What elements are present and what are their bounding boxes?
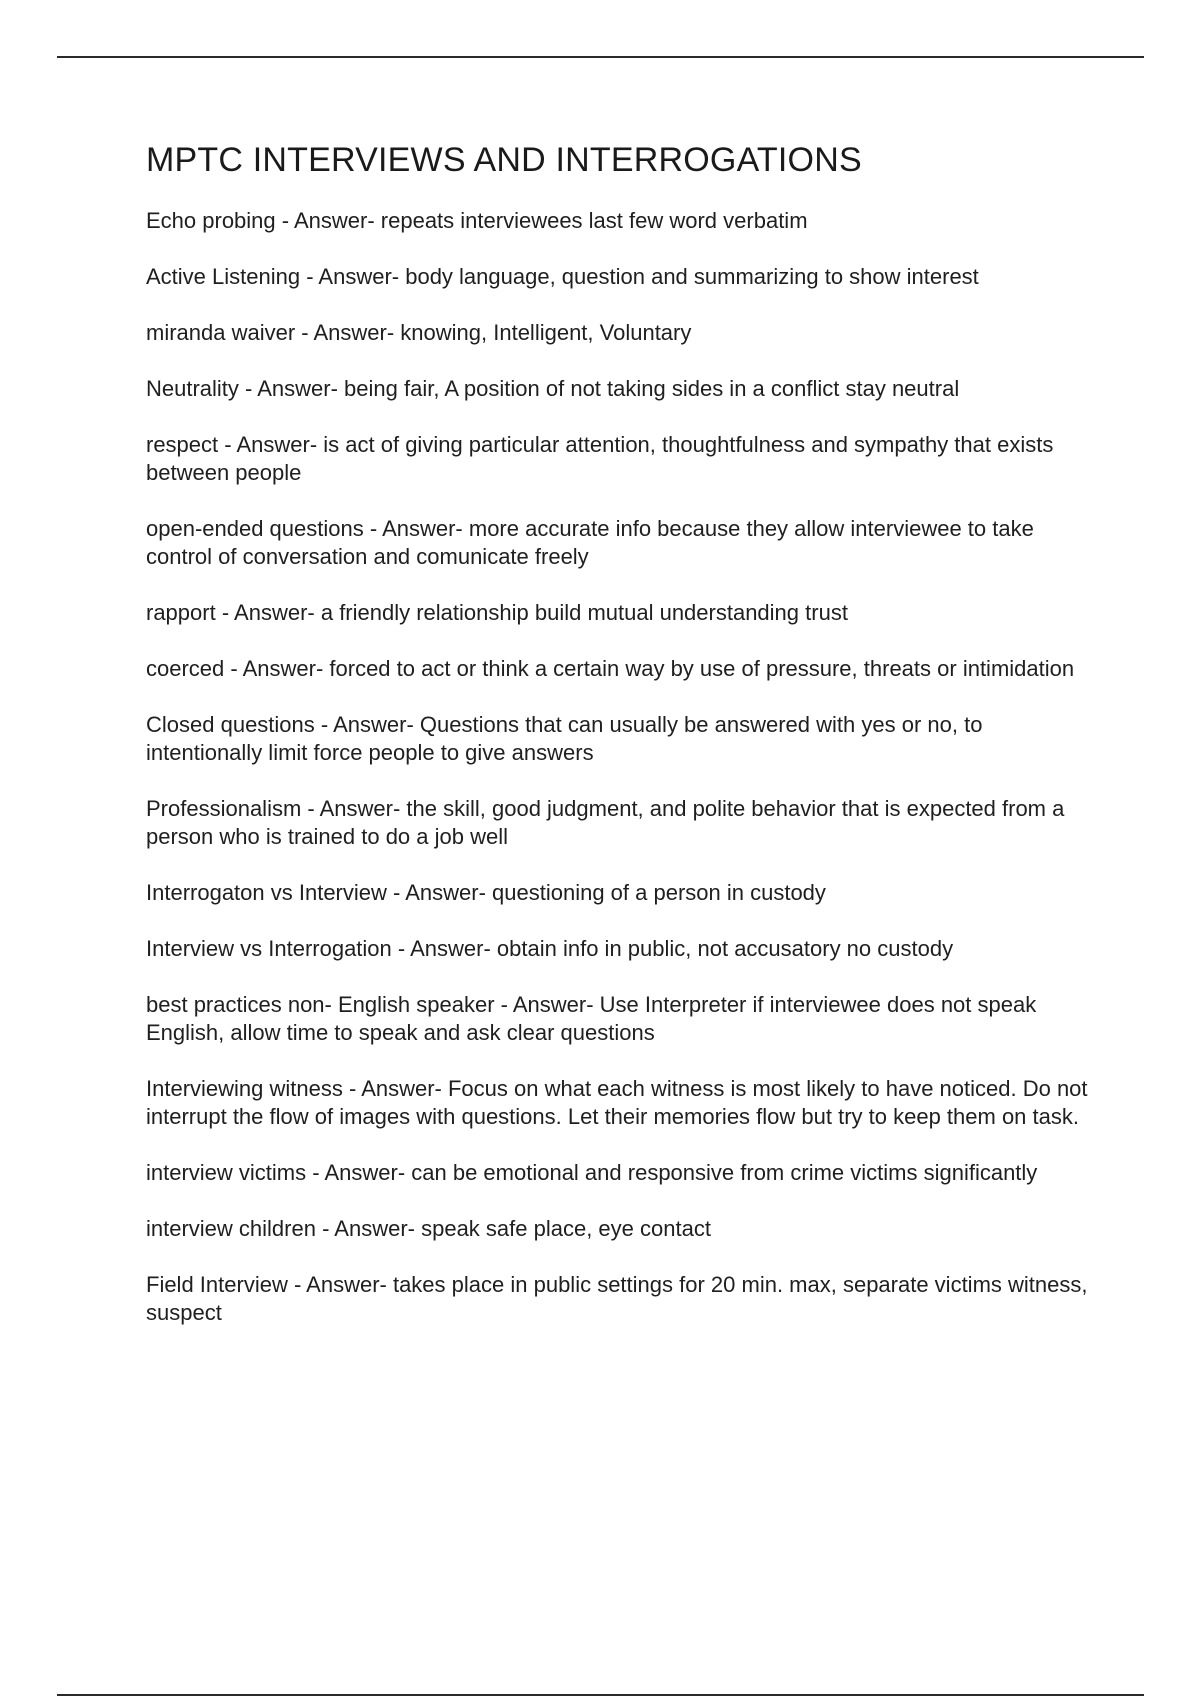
bottom-divider [57, 1694, 1144, 1696]
qa-item-professionalism: Professionalism - Answer- the skill, good judgment, and polite behavior that is expected from a person who is trained to do a job well [146, 795, 1065, 849]
page-title: MPTC INTERVIEWS AND INTERROGATIONS [146, 141, 862, 179]
qa-item-miranda-waiver: miranda waiver - Answer- knowing, Intelligent, Voluntary [146, 319, 692, 345]
top-divider [57, 56, 1144, 58]
qa-item-echo-probing: Echo probing - Answer- repeats interviewees last few word verbatim [146, 207, 808, 233]
qa-item-closed-questions: Closed questions - Answer- Questions that can usually be answered with yes or no, to intentionally limit force people to give answers [146, 711, 983, 765]
qa-list [146, 207, 1096, 1327]
qa-item-interviewing-witness: Interviewing witness - Answer- Focus on what each witness is most likely to have noticed. Do not interrupt the flow of images with questions. Let their memories flow but try to keep them on task. [146, 1075, 1088, 1129]
qa-item-interrogation-vs-interview: Interrogaton vs Interview - Answer- questioning of a person in custody [146, 879, 826, 905]
qa-item-coerced: coerced - Answer- forced to act or think a certain way by use of pressure, threats or intimidation [146, 655, 1075, 681]
qa-item-active-listening: Active Listening - Answer- body language, question and summarizing to show interest [146, 263, 979, 289]
qa-item-respect: respect - Answer- is act of giving particular attention, thoughtfulness and sympathy that exists between people [146, 431, 1054, 485]
qa-item-field-interview: Field Interview - Answer- takes place in public settings for 20 min. max, separate victims witness, suspect [146, 1271, 1088, 1325]
qa-item-neutrality: Neutrality - Answer- being fair, A position of not taking sides in a conflict stay neutral [146, 375, 960, 401]
qa-item-open-ended-questions: open-ended questions - Answer- more accurate info because they allow interviewee to take control of conversation and comunicate freely [146, 515, 1034, 569]
qa-item-interview-children: interview children - Answer- speak safe place, eye contact [146, 1215, 711, 1241]
document-body [146, 140, 1096, 1355]
qa-item-non-english-speaker: best practices non- English speaker - Answer- Use Interpreter if interviewee does not speak English, allow time to speak and ask clear questions [146, 991, 1037, 1045]
qa-item-interview-victims: interview victims - Answer- can be emotional and responsive from crime victims significantly [146, 1159, 1038, 1185]
qa-item-rapport: rapport - Answer- a friendly relationship build mutual understanding trust [146, 599, 848, 625]
qa-item-interview-vs-interrogation: Interview vs Interrogation - Answer- obtain info in public, not accusatory no custody [146, 935, 954, 961]
